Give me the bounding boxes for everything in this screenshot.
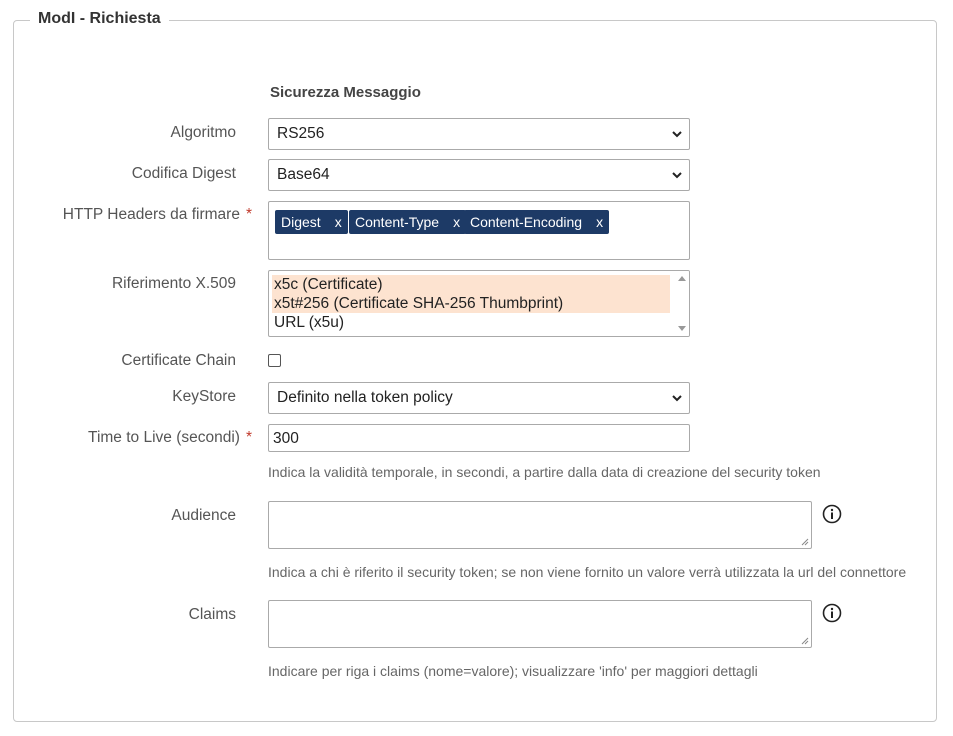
claims-help: Indicare per riga i claims (nome=valore); visualizzare 'info' per maggiori dettagli bbox=[268, 663, 758, 679]
riferimento-x509-label: Riferimento X.509 bbox=[111, 275, 236, 292]
tag-remove-button[interactable]: x bbox=[334, 214, 342, 230]
chevron-down-icon bbox=[671, 128, 683, 140]
tag-remove-button[interactable]: x bbox=[596, 214, 604, 230]
section-title: Sicurezza Messaggio bbox=[270, 84, 421, 101]
certificate-chain-checkbox[interactable] bbox=[268, 354, 281, 367]
scroll-up-icon[interactable] bbox=[678, 276, 686, 281]
listbox-option[interactable]: x5t#256 (Certificate SHA-256 Thumbprint) bbox=[272, 294, 670, 313]
certificate-chain-label: Certificate Chain bbox=[121, 352, 236, 369]
algoritmo-label: Algoritmo bbox=[170, 124, 236, 141]
tag-content-type: Content-Type x bbox=[349, 210, 466, 234]
required-mark: * bbox=[245, 429, 252, 446]
keystore-label: KeyStore bbox=[172, 388, 236, 405]
listbox-option[interactable]: x5c (Certificate) bbox=[272, 275, 670, 294]
http-headers-label: HTTP Headers da firmare * bbox=[62, 206, 252, 223]
resize-grip-icon[interactable] bbox=[801, 637, 809, 645]
time-to-live-help: Indica la validità temporale, in secondi, a partire dalla data di creazione del security token bbox=[268, 464, 821, 480]
listbox-scrollbar[interactable] bbox=[675, 271, 689, 336]
scroll-down-icon[interactable] bbox=[678, 326, 686, 331]
time-to-live-label: Time to Live (secondi) * bbox=[88, 429, 252, 446]
listbox-option[interactable]: URL (x5u) bbox=[274, 314, 345, 331]
algoritmo-select[interactable] bbox=[268, 118, 690, 150]
algoritmo-value: RS256 bbox=[277, 125, 325, 142]
fieldset-legend: ModI - Richiesta bbox=[30, 10, 169, 28]
audience-label: Audience bbox=[171, 507, 236, 524]
tag-remove-button[interactable]: x bbox=[453, 214, 461, 230]
audience-textarea[interactable] bbox=[268, 501, 812, 549]
codifica-digest-select[interactable] bbox=[268, 159, 690, 191]
chevron-down-icon bbox=[671, 392, 683, 404]
resize-grip-icon[interactable] bbox=[801, 538, 809, 546]
riferimento-x509-listbox[interactable] bbox=[268, 270, 690, 337]
keystore-select[interactable] bbox=[268, 382, 690, 414]
claims-textarea[interactable] bbox=[268, 600, 812, 648]
claims-label: Claims bbox=[188, 606, 236, 623]
http-headers-tag-input[interactable] bbox=[268, 201, 690, 260]
info-icon[interactable] bbox=[822, 603, 842, 623]
chevron-down-icon bbox=[671, 169, 683, 181]
audience-help: Indica a chi è riferito il security token; se non viene fornito un valore verrà utilizzata la url del connettore bbox=[268, 564, 907, 580]
tag-content-encoding: Content-Encoding x bbox=[464, 210, 609, 234]
codifica-digest-value: Base64 bbox=[277, 166, 330, 183]
required-mark: * bbox=[245, 206, 252, 223]
time-to-live-input[interactable]: 300 bbox=[268, 424, 690, 452]
codifica-digest-label: Codifica Digest bbox=[131, 165, 236, 182]
tag-digest: Digest x bbox=[275, 210, 348, 234]
info-icon[interactable] bbox=[822, 504, 842, 524]
keystore-value: Definito nella token policy bbox=[277, 389, 453, 406]
